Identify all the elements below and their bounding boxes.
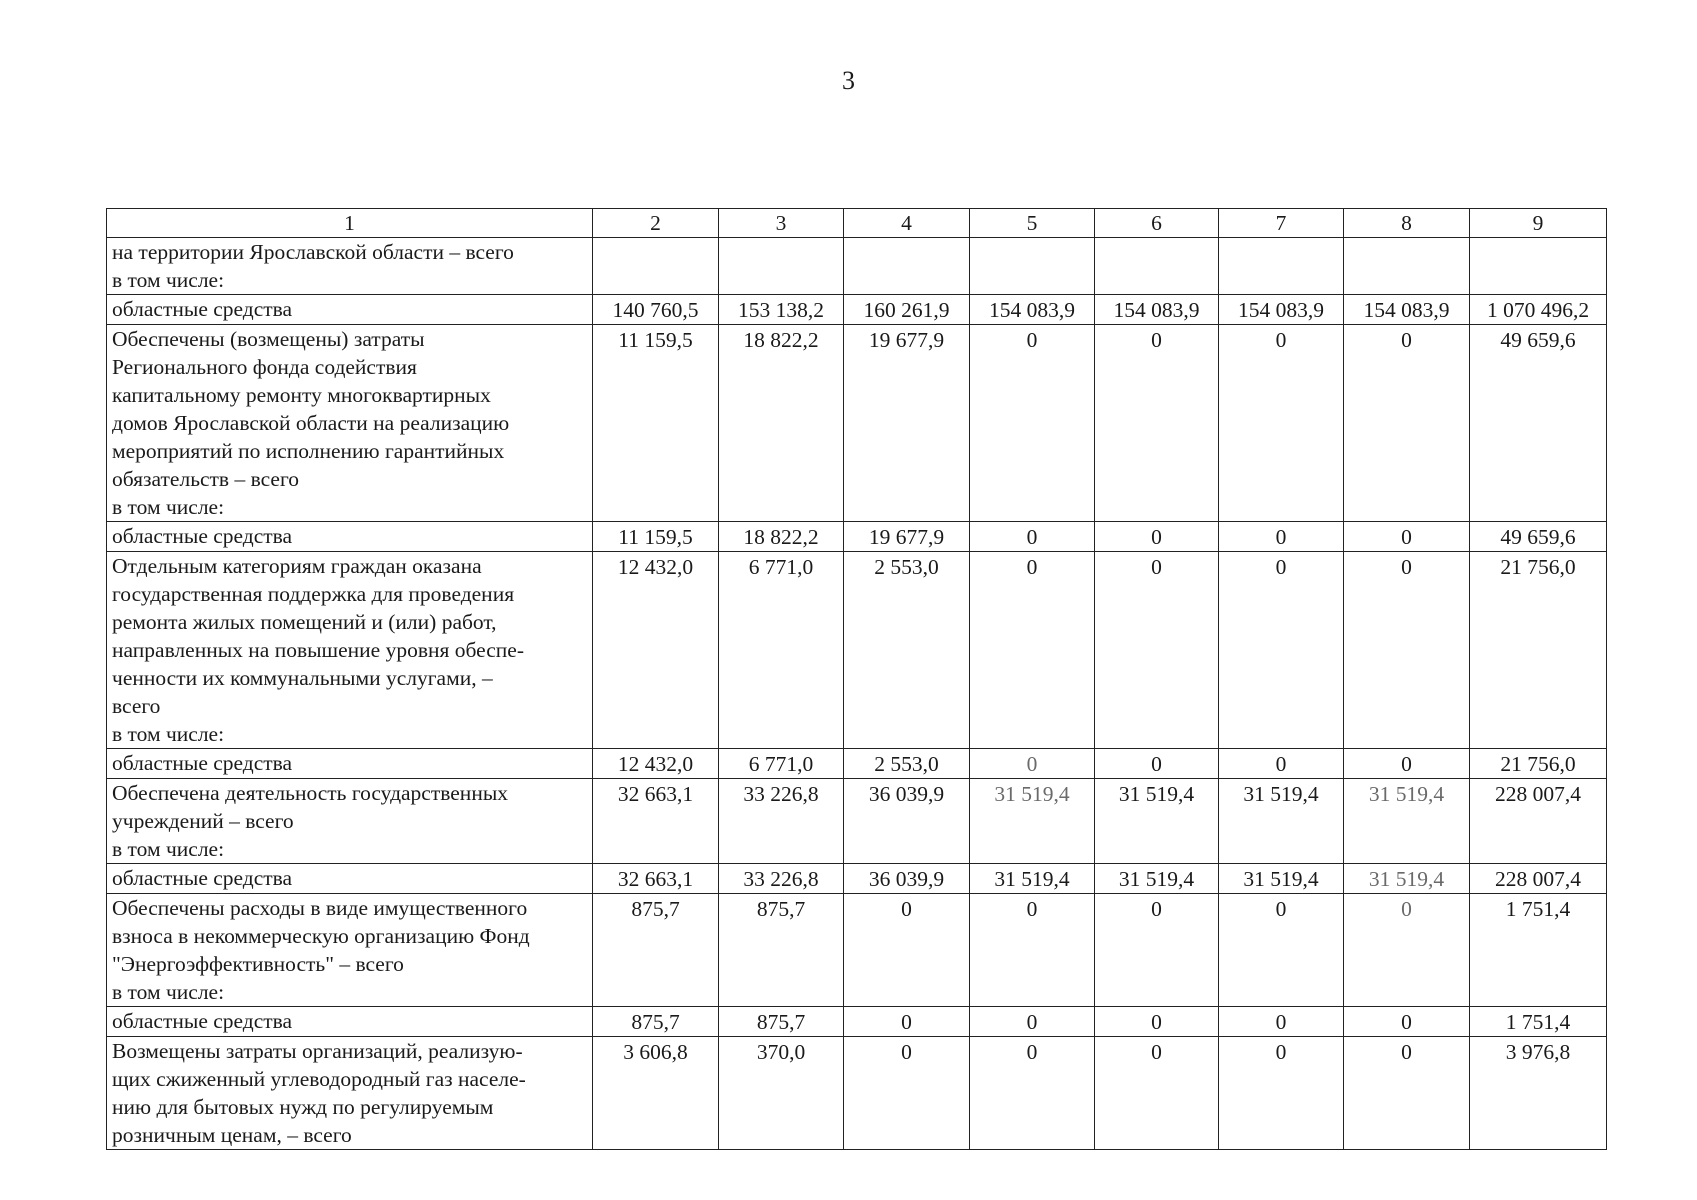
table-row xyxy=(107,779,1607,864)
table-cell: 0 xyxy=(1095,1037,1219,1150)
row-label: Возмещены затраты организаций, реализую- щих сжиженный углеводородный газ населе- нию для бытовых нужд по регулируемым розничным ценам, – всего xyxy=(107,1037,593,1150)
page-number: 3 xyxy=(842,66,855,95)
table-cell: 0 xyxy=(970,325,1095,522)
table-cell: 0 xyxy=(1344,749,1470,779)
table-cell: 0 xyxy=(970,894,1095,1007)
table-row xyxy=(107,1037,1607,1150)
table-cell xyxy=(1344,238,1470,295)
table-cell: 0 xyxy=(1095,1007,1219,1037)
table-cell: 36 039,9 xyxy=(844,779,970,864)
table-cell: 12 432,0 xyxy=(593,749,719,779)
table-cell: 0 xyxy=(970,522,1095,552)
table-cell: 33 226,8 xyxy=(719,779,844,864)
table-cell: 154 083,9 xyxy=(1344,295,1470,325)
column-header: 1 xyxy=(107,209,593,238)
table-cell: 32 663,1 xyxy=(593,864,719,894)
table-cell: 31 519,4 xyxy=(1219,864,1344,894)
table-cell: 18 822,2 xyxy=(719,325,844,522)
table-cell: 0 xyxy=(1219,894,1344,1007)
table-cell: 0 xyxy=(1219,552,1344,749)
table-cell: 31 519,4 xyxy=(1344,779,1470,864)
table-cell: 875,7 xyxy=(593,894,719,1007)
table-cell xyxy=(719,238,844,295)
row-label: областные средства xyxy=(107,522,593,552)
table-cell: 0 xyxy=(1219,1037,1344,1150)
table-cell: 18 822,2 xyxy=(719,522,844,552)
table-cell: 31 519,4 xyxy=(1219,779,1344,864)
table-cell: 0 xyxy=(1095,749,1219,779)
table-cell: 31 519,4 xyxy=(1095,779,1219,864)
table-cell: 154 083,9 xyxy=(970,295,1095,325)
table-cell: 0 xyxy=(1344,522,1470,552)
table-cell: 49 659,6 xyxy=(1470,325,1607,522)
table-row xyxy=(107,864,1607,894)
row-label: Обеспечены (возмещены) затраты Регионального фонда содействия капитальному ремонту многоквартирных домов Ярославской области на реализацию мероприятий по исполнению гарантийных обязательств – всего в том числе: xyxy=(107,325,593,522)
table-cell: 2 553,0 xyxy=(844,552,970,749)
table-cell: 160 261,9 xyxy=(844,295,970,325)
row-label: областные средства xyxy=(107,749,593,779)
table-cell: 0 xyxy=(1344,1037,1470,1150)
table-row xyxy=(107,749,1607,779)
table-row xyxy=(107,325,1607,522)
column-header: 2 xyxy=(593,209,719,238)
table-cell: 6 771,0 xyxy=(719,552,844,749)
table-cell: 0 xyxy=(970,1007,1095,1037)
table-cell: 6 771,0 xyxy=(719,749,844,779)
table-cell: 31 519,4 xyxy=(1095,864,1219,894)
table-cell: 153 138,2 xyxy=(719,295,844,325)
table-cell: 140 760,5 xyxy=(593,295,719,325)
table-cell: 875,7 xyxy=(719,1007,844,1037)
table-cell: 0 xyxy=(1095,552,1219,749)
row-label: областные средства xyxy=(107,295,593,325)
table-cell: 32 663,1 xyxy=(593,779,719,864)
table-cell: 19 677,9 xyxy=(844,522,970,552)
table-cell: 0 xyxy=(844,1037,970,1150)
table-cell: 2 553,0 xyxy=(844,749,970,779)
table-cell xyxy=(844,238,970,295)
table-cell: 31 519,4 xyxy=(1344,864,1470,894)
table-cell: 370,0 xyxy=(719,1037,844,1150)
column-header: 9 xyxy=(1470,209,1607,238)
table-cell: 0 xyxy=(1344,325,1470,522)
row-label: на территории Ярославской области – всего в том числе: xyxy=(107,238,593,295)
table-cell xyxy=(970,238,1095,295)
table-cell: 0 xyxy=(1344,1007,1470,1037)
table-cell: 0 xyxy=(1344,552,1470,749)
table-cell: 19 677,9 xyxy=(844,325,970,522)
table-cell: 1 751,4 xyxy=(1470,894,1607,1007)
table-cell: 0 xyxy=(1095,325,1219,522)
table-cell: 11 159,5 xyxy=(593,522,719,552)
table-cell: 0 xyxy=(970,749,1095,779)
table-cell: 0 xyxy=(970,1037,1095,1150)
table-cell: 21 756,0 xyxy=(1470,749,1607,779)
table-cell: 228 007,4 xyxy=(1470,779,1607,864)
table-row xyxy=(107,238,1607,295)
funding-table xyxy=(106,208,1607,1150)
table-cell: 12 432,0 xyxy=(593,552,719,749)
table-cell: 49 659,6 xyxy=(1470,522,1607,552)
row-label: областные средства xyxy=(107,1007,593,1037)
table-cell: 0 xyxy=(1095,522,1219,552)
table-cell: 228 007,4 xyxy=(1470,864,1607,894)
table-cell: 21 756,0 xyxy=(1470,552,1607,749)
row-label: Обеспечены расходы в виде имущественного взноса в некоммерческую организацию Фонд "Энергоэффективность" – всего в том числе: xyxy=(107,894,593,1007)
table-cell: 0 xyxy=(970,552,1095,749)
table-row xyxy=(107,894,1607,1007)
row-label: Отдельным категориям граждан оказана государственная поддержка для проведения ремонта жилых помещений и (или) работ, направленных на повышение уровня обеспе- ченности их коммунальными услугами, – всего в том числе: xyxy=(107,552,593,749)
table-row xyxy=(107,295,1607,325)
table-cell xyxy=(1470,238,1607,295)
table-cell: 0 xyxy=(1219,325,1344,522)
table-row xyxy=(107,552,1607,749)
table-cell: 33 226,8 xyxy=(719,864,844,894)
funding-table-wrapper xyxy=(106,208,1607,1150)
table-row xyxy=(107,522,1607,552)
table-cell: 0 xyxy=(1344,894,1470,1007)
table-cell: 3 606,8 xyxy=(593,1037,719,1150)
table-cell: 3 976,8 xyxy=(1470,1037,1607,1150)
table-cell: 0 xyxy=(1219,1007,1344,1037)
column-header: 7 xyxy=(1219,209,1344,238)
table-cell: 31 519,4 xyxy=(970,779,1095,864)
table-cell: 154 083,9 xyxy=(1219,295,1344,325)
table-cell: 875,7 xyxy=(719,894,844,1007)
table-cell xyxy=(1219,238,1344,295)
table-cell: 0 xyxy=(1095,894,1219,1007)
table-cell: 154 083,9 xyxy=(1095,295,1219,325)
table-cell: 11 159,5 xyxy=(593,325,719,522)
column-header: 4 xyxy=(844,209,970,238)
table-cell: 0 xyxy=(844,894,970,1007)
table-cell: 31 519,4 xyxy=(970,864,1095,894)
table-cell: 36 039,9 xyxy=(844,864,970,894)
table-cell: 0 xyxy=(1219,749,1344,779)
table-cell xyxy=(593,238,719,295)
table-cell: 875,7 xyxy=(593,1007,719,1037)
table-cell: 1 751,4 xyxy=(1470,1007,1607,1037)
column-header: 5 xyxy=(970,209,1095,238)
table-cell: 0 xyxy=(844,1007,970,1037)
table-header-row xyxy=(107,209,1607,238)
table-cell: 0 xyxy=(1219,522,1344,552)
column-header: 8 xyxy=(1344,209,1470,238)
table-row xyxy=(107,1007,1607,1037)
table-cell: 1 070 496,2 xyxy=(1470,295,1607,325)
row-label: Обеспечена деятельность государственных учреждений – всего в том числе: xyxy=(107,779,593,864)
table-cell xyxy=(1095,238,1219,295)
column-header: 3 xyxy=(719,209,844,238)
row-label: областные средства xyxy=(107,864,593,894)
column-header: 6 xyxy=(1095,209,1219,238)
